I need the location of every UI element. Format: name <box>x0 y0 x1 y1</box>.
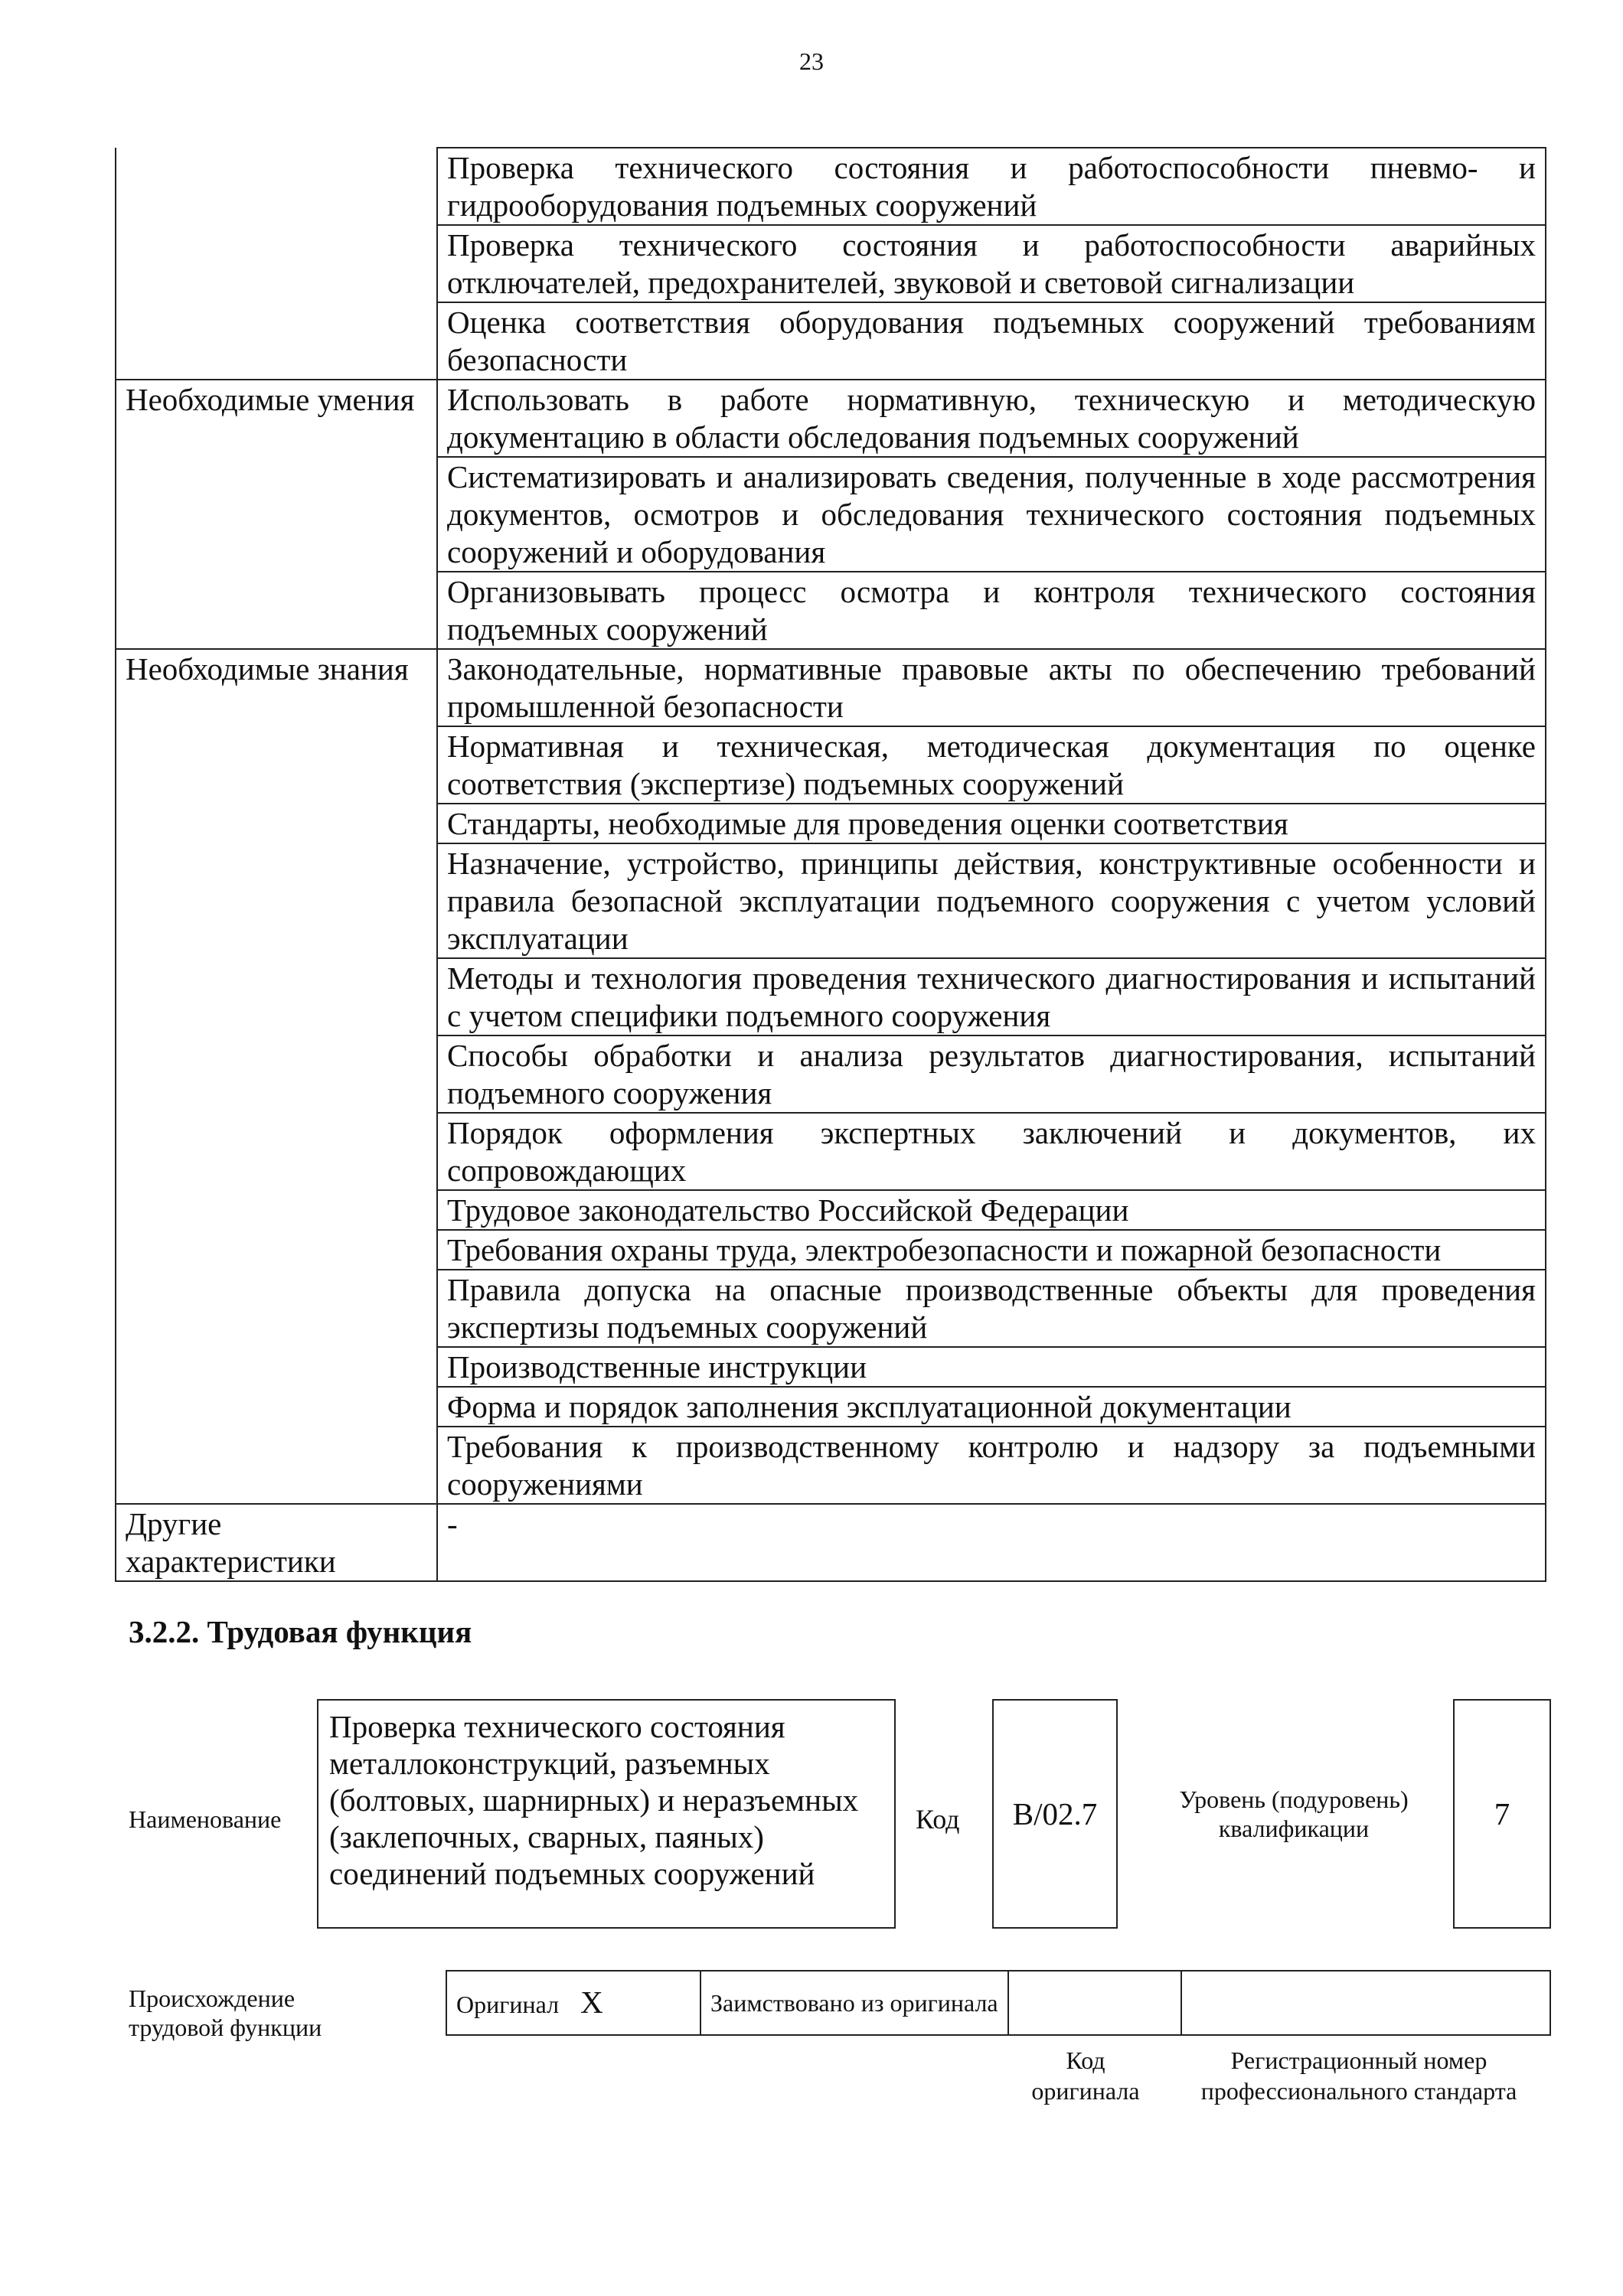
requirement-item: Нормативная и техническая, методическая документация по оценке соответствия (экспертизе) подъемных сооружений <box>437 726 1546 804</box>
requirement-item: Оценка соответствия оборудования подъемных сооружений требованиям безопасности <box>437 302 1546 380</box>
requirement-item: Порядок оформления экспертных заключений и документов, их сопровождающих <box>437 1113 1546 1190</box>
reg-number-caption: Регистрационный номер профессионального стандарта <box>1200 2047 1517 2105</box>
row-label: Необходимые знания <box>116 649 437 1504</box>
code-value-box: B/02.7 <box>992 1699 1118 1929</box>
qualification-level-box: 7 <box>1453 1699 1551 1929</box>
requirement-item: Законодательные, нормативные правовые акты по обеспечению требований промышленной безопасности <box>437 649 1546 726</box>
origin-label: Происхождение трудовой функции <box>129 1985 322 2041</box>
code-original-caption: Код оригинала <box>1031 2047 1140 2105</box>
requirement-item: Методы и технология проведения технического диагностирования и испытаний с учетом специфики подъемного сооружения <box>437 958 1546 1035</box>
row-label: Необходимые умения <box>116 380 437 649</box>
page-number: 23 <box>799 47 824 75</box>
row-label: Другие характеристики <box>116 1504 437 1581</box>
borrowed-cell: Заимствовано из оригинала <box>700 1971 1008 2035</box>
requirement-item: Способы обработки и анализа результатов диагностирования, испытаний подъемного сооружения <box>437 1035 1546 1113</box>
original-code-cell <box>1008 1971 1181 2035</box>
qualification-level-label: Уровень (подуровень) квалификации <box>1179 1786 1409 1842</box>
requirement-item: Проверка технического состояния и работоспособности аварийных отключателей, предохранителей, звуковой и световой сигнализации <box>437 225 1546 302</box>
requirements-table <box>115 147 1546 1582</box>
requirement-item: Стандарты, необходимые для проведения оценки соответствия <box>437 804 1546 843</box>
reg-number-cell <box>1181 1971 1550 2035</box>
row-label <box>116 148 437 380</box>
requirement-item: Требования к производственному контролю и надзору за подъемными сооружениями <box>437 1427 1546 1504</box>
section-title: 3.2.2. Трудовая функция <box>129 1614 472 1649</box>
requirement-item: Систематизировать и анализировать сведения, полученные в ходе рассмотрения документов, осмотров и обследования технического состояния подъемных сооружений и оборудования <box>437 457 1546 572</box>
function-name-box: Проверка технического состояния металлоконструкций, разъемных (болтовых, шарнирных) и неразъемных (заклепочных, сварных, паяных) соединений подъемных сооружений <box>317 1699 896 1929</box>
original-label: Оригинал <box>456 1990 560 2018</box>
name-label: Наименование <box>129 1805 282 1833</box>
table-row <box>116 148 1546 225</box>
requirement-item: Форма и порядок заполнения эксплуатационной документации <box>437 1387 1546 1427</box>
requirement-item: Производственные инструкции <box>437 1347 1546 1387</box>
original-cell <box>446 1971 700 2035</box>
requirement-item: Правила допуска на опасные производственные объекты для проведения экспертизы подъемных сооружений <box>437 1270 1546 1347</box>
requirement-item: Назначение, устройство, принципы действия, конструктивные особенности и правила безопасной эксплуатации подъемного сооружения с учетом условий эксплуатации <box>437 843 1546 958</box>
requirement-item: - <box>437 1504 1546 1581</box>
code-label: Код <box>916 1804 960 1835</box>
requirement-item: Организовывать процесс осмотра и контроля технического состояния подъемных сооружений <box>437 572 1546 649</box>
requirement-item: Проверка технического состояния и работоспособности пневмо- и гидрооборудования подъемных сооружений <box>437 148 1546 225</box>
requirement-item: Требования охраны труда, электробезопасности и пожарной безопасности <box>437 1230 1546 1270</box>
table-row <box>116 649 1546 726</box>
original-x-mark: X <box>580 1984 603 2020</box>
table-row <box>116 1504 1546 1581</box>
table-row <box>116 380 1546 457</box>
requirement-item: Использовать в работе нормативную, техническую и методическую документацию в области обследования подъемных сооружений <box>437 380 1546 457</box>
origin-table <box>446 1970 1551 2036</box>
requirement-item: Трудовое законодательство Российской Федерации <box>437 1190 1546 1230</box>
